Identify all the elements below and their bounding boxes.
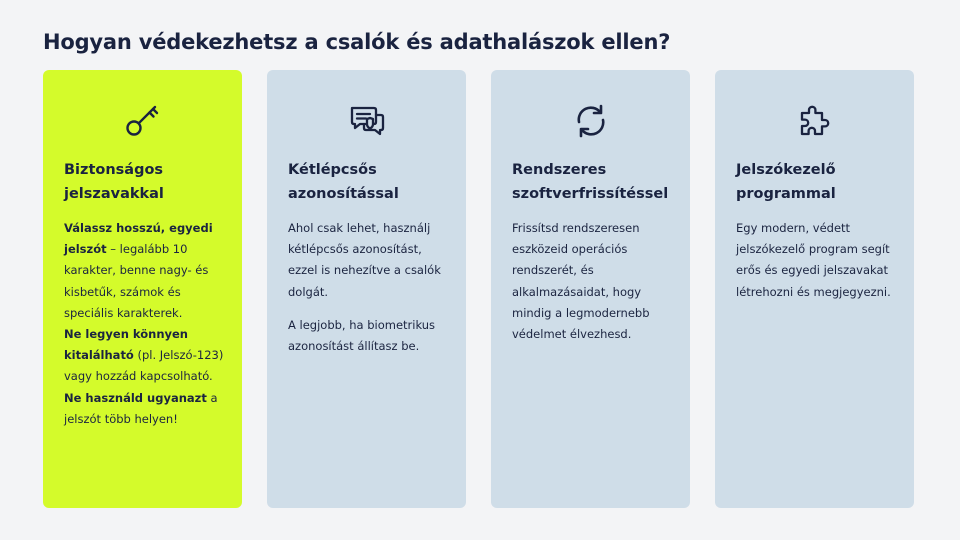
card-body [64,218,226,430]
card-title: Jelszókezelő programmal [736,162,836,202]
page-title: Hogyan védekezhetsz a csalók és adathalászok ellen? [43,30,671,54]
card-body [288,218,450,369]
card-strong-passwords [43,70,242,508]
card-title: Kétlépcsős azonosítással [288,162,399,202]
card-text-bold: Válassz hosszú, egyedi jelszót [64,221,213,257]
card-software-updates [491,70,690,508]
card-text-bold: Ne legyen könnyen kitalálható [64,327,188,363]
card-text: Ahol csak lehet, használj kétlépcsős azonosítást, ezzel is nehezítve a csalók dolgát. [288,221,441,299]
card-title: Biztonságos jelszavakkal [64,162,164,202]
card-text: A legjobb, ha biometrikus azonosítást állítasz be. [288,317,436,354]
card-body [736,218,898,315]
card-text: Frissítsd rendszeresen eszközeid operációs rendszerét, és alkalmazásaidat, hogy mindig a legmodernebb védelmet élvezhesd. [512,221,650,342]
card-title: Rendszeres szoftverfrissítéssel [512,162,669,202]
card-text-bold: Ne használd ugyanazt [64,390,207,405]
card-text: (pl. Jelszó-123) vagy hozzád kapcsolható. [64,348,224,384]
card-text: a jelszót több helyen! [64,390,218,426]
chat-shield-icon [346,100,388,142]
card-text: Egy modern, védett jelszókezelő program segít erős és egyedi jelszavakat létrehozni és megjegyezni. [736,221,891,299]
puzzle-icon [794,100,836,142]
card-text: – legalább 10 karakter, benne nagy- és kisbetűk, számok és speciális karakterek. [64,242,209,320]
refresh-icon [570,100,612,142]
card-two-factor [267,70,466,508]
key-icon [122,100,164,142]
card-body [512,218,674,357]
card-password-manager [715,70,914,508]
